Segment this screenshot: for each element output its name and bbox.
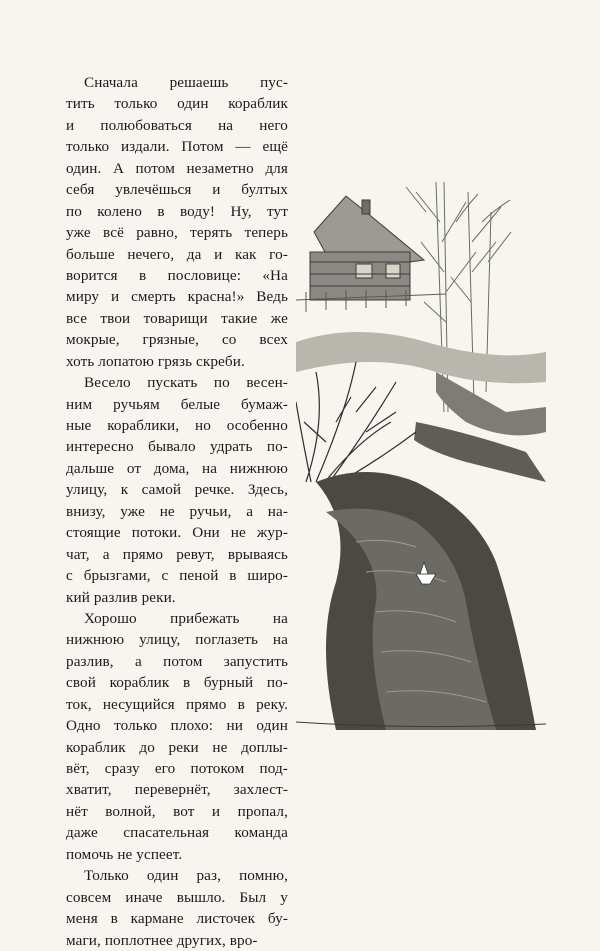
word: всё: [103, 224, 124, 242]
word: свой: [66, 674, 96, 692]
text-line: [66, 651, 288, 672]
word: прямо: [185, 695, 227, 713]
word: Сначала: [84, 74, 138, 91]
word: команда: [234, 824, 288, 842]
word: а: [102, 545, 110, 563]
word: один.: [66, 159, 102, 177]
word: кораблик: [228, 95, 288, 113]
word: перевернёт,: [134, 781, 211, 799]
word: в: [157, 202, 165, 220]
word: ток,: [66, 695, 92, 713]
word: пускать: [147, 374, 198, 392]
word: в: [138, 266, 147, 284]
word: бывало: [148, 438, 196, 456]
text-line: [66, 479, 288, 500]
word: теперь: [244, 224, 288, 242]
word: помню,: [239, 867, 288, 885]
word: Весело: [84, 374, 131, 392]
word: и: [111, 288, 120, 306]
word: с: [161, 567, 169, 585]
word: на: [272, 631, 288, 649]
word: иначе: [125, 888, 163, 906]
word: скреби.: [196, 352, 245, 370]
word: больше: [66, 245, 115, 263]
word: твои: [100, 309, 131, 327]
text-line: [66, 286, 288, 307]
word: в: [229, 567, 237, 585]
word: хоть: [66, 352, 99, 370]
word: раз,: [196, 867, 222, 885]
word: бултых: [241, 181, 288, 199]
word: а: [246, 502, 254, 520]
word: и: [214, 245, 223, 263]
text-line: [66, 72, 288, 93]
word: запустить: [223, 652, 288, 670]
word: Только: [84, 867, 129, 885]
word: издали.: [120, 138, 170, 156]
word: ещё: [262, 138, 288, 156]
word: грязь: [157, 352, 197, 370]
text-line: [66, 758, 288, 779]
word: него: [259, 116, 288, 134]
word: не: [212, 738, 228, 756]
word: бурный: [203, 674, 254, 692]
text-line: [66, 136, 288, 157]
word: нёт: [66, 802, 88, 820]
text-line: [66, 587, 288, 608]
word: дальше: [66, 459, 115, 477]
text-line: [66, 158, 288, 179]
word: терять: [190, 224, 233, 242]
text-line: [66, 715, 288, 736]
word: интересно: [66, 438, 134, 456]
word: в: [110, 910, 118, 928]
word: себя: [66, 181, 95, 199]
word: как: [234, 245, 257, 263]
word: нечего,: [127, 245, 175, 263]
word: и: [66, 116, 75, 134]
text-line: [66, 394, 288, 415]
word: только: [114, 717, 158, 735]
text-line: [66, 779, 288, 800]
word: по: [66, 202, 82, 220]
word: потоки.: [131, 524, 182, 542]
word: воду!: [179, 202, 216, 220]
text-line: [66, 308, 288, 329]
text-line: [66, 501, 288, 522]
word: красна!»: [187, 288, 245, 306]
text-line: [66, 244, 288, 265]
word: доплы-: [241, 738, 288, 756]
word: тить: [66, 95, 95, 113]
word: маги,: [66, 931, 105, 949]
text-line: [66, 351, 288, 372]
word: пус-: [260, 74, 288, 91]
word: же: [270, 309, 288, 327]
word: улицу,: [139, 631, 181, 649]
word: но: [194, 417, 211, 434]
word: тут: [266, 202, 288, 220]
word: потом: [135, 159, 175, 177]
text-line: [66, 522, 288, 543]
word: бу-: [267, 910, 288, 928]
word: один: [146, 867, 179, 885]
word: увлечёшься: [115, 181, 192, 199]
word: незаметно: [186, 159, 254, 177]
word: разлив,: [66, 652, 114, 670]
word: прибежать: [170, 609, 240, 627]
word: мокрые,: [66, 331, 120, 349]
word: разлив: [93, 588, 142, 606]
word: на-: [267, 502, 288, 520]
word: вёт,: [66, 760, 90, 777]
word: реку.: [256, 695, 288, 713]
word: реки: [168, 738, 199, 756]
word: ним: [66, 395, 93, 413]
word: только: [114, 95, 158, 113]
word: других,: [176, 931, 230, 949]
word: ные: [66, 417, 92, 434]
text-line: [66, 329, 288, 350]
word: внизу,: [66, 502, 106, 520]
word: сразу: [104, 760, 140, 777]
word: дома,: [153, 459, 190, 477]
spring-stream-illustration: [296, 182, 546, 730]
text-line: [66, 908, 288, 929]
word: плохо:: [170, 717, 214, 735]
word: самой: [141, 481, 182, 499]
text-line: [66, 672, 288, 693]
word: Ведь: [256, 288, 288, 306]
word: кораблик: [109, 674, 170, 692]
text-line: [66, 887, 288, 908]
text-line: [66, 930, 288, 951]
word: меня: [66, 910, 98, 928]
word: кораблик: [66, 738, 126, 756]
word: кармане: [130, 910, 184, 928]
word: Потом: [181, 138, 224, 156]
word: не: [230, 524, 246, 542]
word: несущийся: [102, 695, 175, 713]
word: ручьи,: [189, 502, 232, 520]
word: Они: [192, 524, 220, 542]
word: нижнюю: [66, 631, 125, 649]
word: даже: [66, 824, 98, 842]
word: колено: [97, 202, 142, 220]
word: нижнюю: [229, 459, 288, 477]
text-line: [66, 436, 288, 457]
word: и: [211, 802, 221, 820]
word: Хорошо: [84, 609, 137, 627]
word: по-: [266, 674, 288, 692]
word: реки.: [141, 588, 176, 606]
word: грязные,: [142, 331, 200, 349]
word: решаешь: [169, 74, 229, 91]
word: вро-: [229, 931, 258, 949]
word: го-: [269, 245, 288, 263]
word: с: [66, 567, 73, 585]
word: поплотнее: [104, 931, 177, 949]
word: у: [280, 888, 288, 906]
word: вышло.: [176, 888, 226, 906]
word: врываясь: [227, 545, 288, 563]
word: Ну,: [230, 202, 252, 220]
word: лопатою: [98, 352, 158, 370]
text-line: [66, 115, 288, 136]
text-line: [66, 822, 288, 843]
word: к: [120, 481, 129, 499]
word: для: [265, 159, 288, 177]
word: на: [202, 459, 218, 477]
word: в: [237, 695, 245, 713]
word: поглазеть: [195, 631, 258, 649]
word: от: [126, 459, 142, 477]
text-line: [66, 801, 288, 822]
word: такие: [221, 309, 258, 327]
word: всех: [259, 331, 288, 349]
word: особенно: [226, 417, 288, 434]
word: ревут,: [176, 545, 215, 563]
text-column: [66, 72, 288, 951]
text-line: [66, 565, 288, 586]
word: не: [159, 502, 175, 520]
word: Одно: [66, 717, 101, 735]
text-line: [66, 222, 288, 243]
word: ворится: [66, 266, 118, 284]
word: захлест-: [233, 781, 288, 799]
word: потом: [163, 652, 203, 670]
word: по: [213, 374, 230, 392]
word: кораблики,: [107, 417, 180, 434]
word: волной,: [105, 802, 156, 820]
word: ни: [226, 717, 243, 735]
text-line: [66, 93, 288, 114]
word: Здесь,: [247, 481, 288, 499]
word: миру: [66, 288, 100, 306]
word: белые: [180, 395, 221, 413]
word: речке.: [194, 481, 235, 499]
word: по-: [266, 438, 288, 456]
word: широ-: [247, 567, 288, 585]
word: да: [186, 245, 202, 263]
text-line: [66, 608, 288, 629]
text-line: [66, 844, 288, 865]
word: а: [134, 652, 142, 670]
word: потоком: [190, 760, 245, 777]
word: «На: [262, 266, 288, 284]
word: и: [212, 181, 221, 199]
word: —: [235, 138, 251, 156]
word: на: [272, 609, 288, 627]
word: смерть: [131, 288, 176, 306]
word: удрать: [210, 438, 253, 456]
word: один: [256, 717, 288, 735]
word: равно,: [136, 224, 178, 242]
word: пеной: [179, 567, 219, 585]
word: листочек: [196, 910, 256, 928]
text-line: [66, 415, 288, 436]
word: его: [154, 760, 176, 777]
text-line: [66, 629, 288, 650]
word: Был: [239, 888, 267, 906]
word: в: [182, 674, 191, 692]
word: жур-: [256, 524, 288, 542]
word: чат,: [66, 545, 90, 563]
word: на: [218, 116, 234, 134]
word: вот: [173, 802, 195, 820]
word: до: [139, 738, 155, 756]
word: спасательная: [123, 824, 210, 842]
word: А: [112, 159, 125, 177]
text-line: [66, 458, 288, 479]
word: прямо: [122, 545, 164, 563]
text-line: [66, 372, 288, 393]
text-line: [66, 694, 288, 715]
word: полюбоваться: [100, 116, 192, 134]
word: хватит,: [66, 781, 112, 799]
word: помочь: [66, 845, 118, 863]
word: уже: [66, 224, 91, 242]
word: уже: [120, 502, 145, 520]
word: стоящие: [66, 524, 121, 542]
word: ручьям: [113, 395, 160, 413]
word: со: [221, 331, 237, 349]
word: только: [66, 138, 110, 156]
word: один: [177, 95, 209, 113]
word: бумаж-: [241, 395, 288, 413]
word: весен-: [246, 374, 288, 392]
word: кий: [66, 588, 94, 606]
text-line: [66, 201, 288, 222]
word: улицу,: [66, 481, 108, 499]
text-line: [66, 265, 288, 286]
word: успеет.: [136, 845, 183, 863]
text-line: [66, 179, 288, 200]
word: брызгами,: [83, 567, 151, 585]
word: совсем: [66, 888, 112, 906]
word: не: [117, 845, 137, 863]
text-line: [66, 737, 288, 758]
word: пропал,: [237, 802, 288, 820]
word: все: [66, 309, 88, 327]
word: пословице:: [167, 266, 242, 284]
word: товарищи: [143, 309, 208, 327]
word: под-: [259, 760, 288, 777]
text-line: [66, 544, 288, 565]
text-line: [66, 865, 288, 886]
